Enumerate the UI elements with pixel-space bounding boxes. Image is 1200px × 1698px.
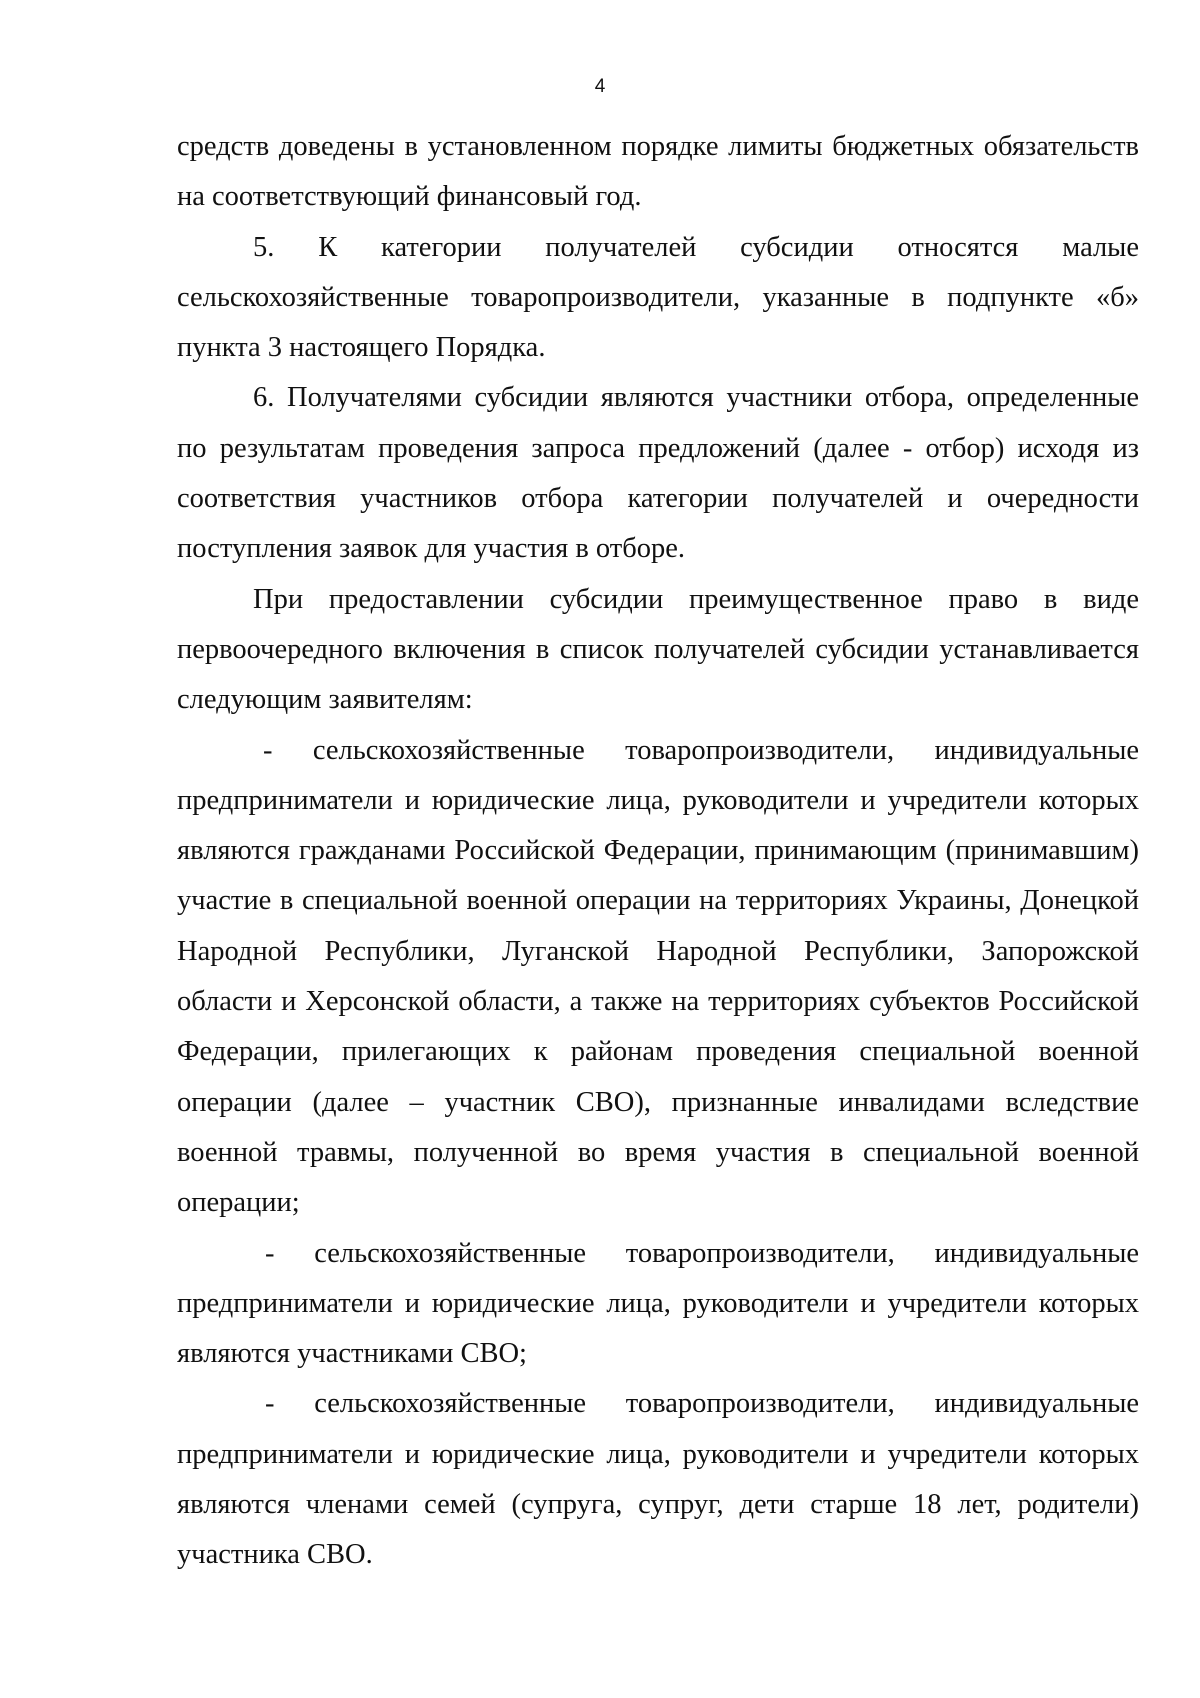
paragraph-continuation: средств доведены в установленном порядке лимиты бюджетных обязательств на соответствующий финансовый год.	[177, 131, 1139, 213]
list-item-svo-participants: - сельскохозяйственные товаропроизводители, индивидуальные предприниматели и юридические лица, руководители и учредители которых являются участниками СВО;	[177, 1237, 1139, 1370]
list-item-disabled-participants: - сельскохозяйственные товаропроизводители, индивидуальные предприниматели и юридические лица, руководители и учредители которых являются гражданами Российской Федерации, принимающим (принимавшим) участие в специальной военной операции на территориях Украины, Донецкой Народной Республики, Луганской Народной Республики, Запорожской области и Херсонской области, а также на территориях субъектов Российской Федерации, прилегающих к районам проведения специальной военной операции (далее – участник СВО), признанные инвалидами вследствие военной травмы, полученной во время участия в специальной военной операции;	[177, 734, 1139, 1219]
page-number: 4	[594, 76, 606, 97]
paragraph-item-5: 5. К категории получателей субсидии относятся малые сельскохозяйственные товаропроизводители, указанные в подпункте «б» пункта 3 настоящего Порядка.	[177, 231, 1139, 364]
paragraph-item-6: 6. Получателями субсидии являются участники отбора, определенные по результатам проведения запроса предложений (далее - отбор) исходя из соответствия участников отбора категории получателей и очередности поступления заявок для участия в отборе.	[177, 382, 1139, 565]
list-item-family-members: - сельскохозяйственные товаропроизводители, индивидуальные предприниматели и юридические лица, руководители и учредители которых являются членами семей (супруга, супруг, дети старше 18 лет, родители) участника СВО.	[177, 1388, 1139, 1571]
paragraph-priority-right: При предоставлении субсидии преимущественное право в виде первоочередного включения в список получателей субсидии устанавливается следующим заявителям:	[177, 583, 1139, 716]
document-body	[177, 122, 1139, 1581]
